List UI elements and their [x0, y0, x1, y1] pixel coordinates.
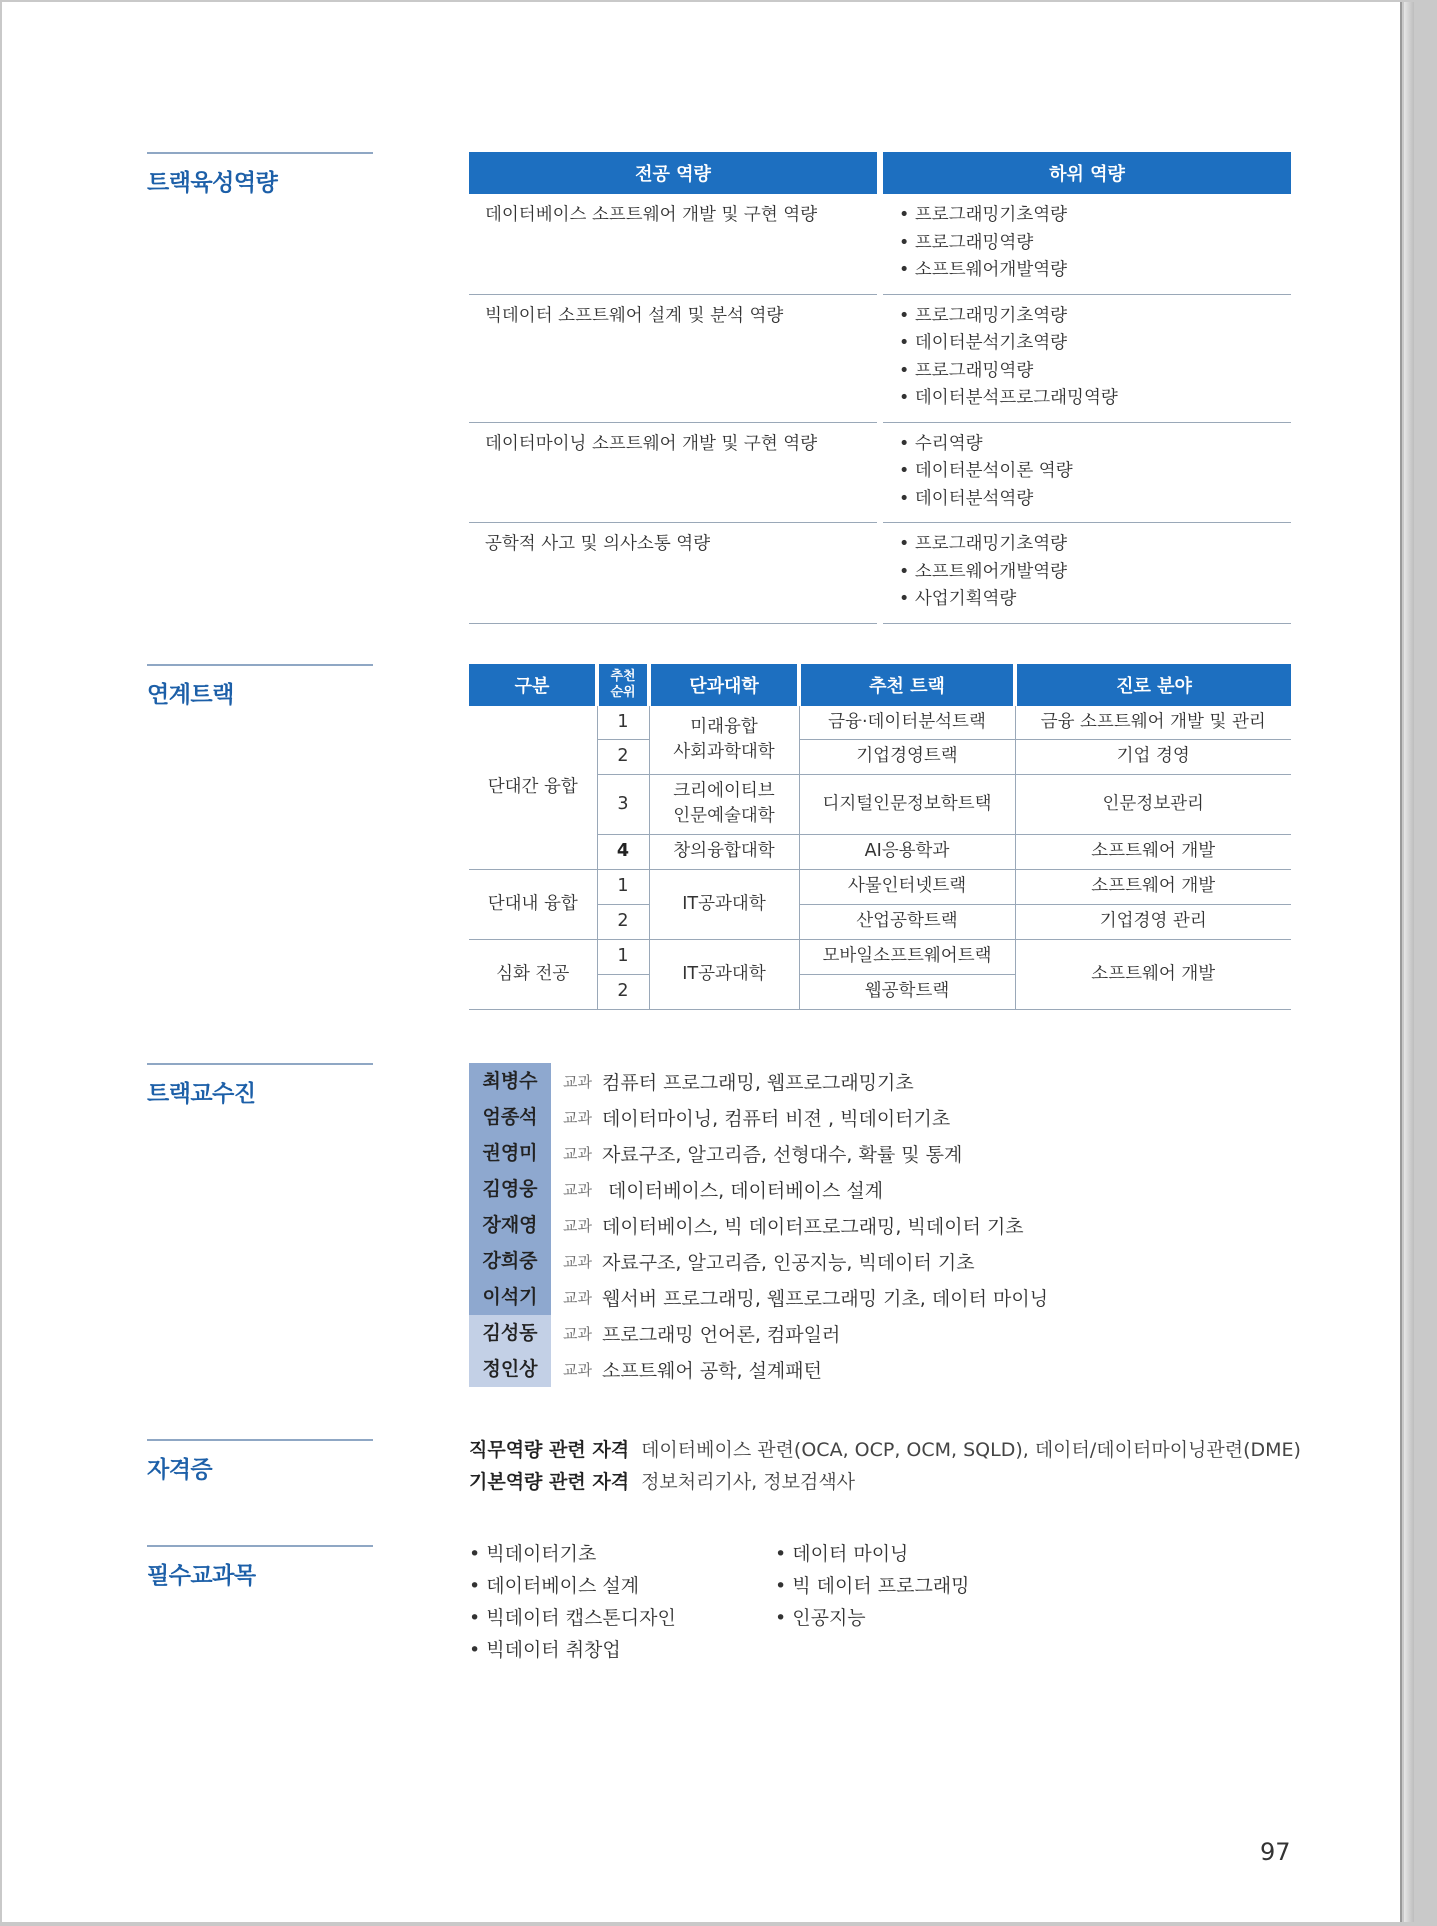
professor-title: 교과 [563, 1360, 592, 1379]
career-cell: 금융 소프트웨어 개발 및 관리 [1015, 706, 1291, 739]
professor-name: 김영웅 [469, 1171, 551, 1207]
list-item: • 사업기획역량 [899, 586, 1291, 614]
rank-cell: 1 [597, 706, 649, 739]
cert-value: 정보처리기사, 정보검색사 [641, 1471, 856, 1493]
list-item: • 데이터분석프로그래밍역량 [899, 385, 1291, 413]
college-cell: 창의융합대학 [649, 834, 799, 869]
track-cell: 금융·데이터분석트랙 [799, 706, 1015, 739]
career-cell: 소프트웨어 개발 [1015, 869, 1291, 904]
cert-value: 데이터베이스 관련(OCA, OCP, OCM, SQLD), 데이터/데이터마이닝관련(DME) [641, 1439, 1301, 1461]
list-item: • 소프트웨어개발역량 [899, 257, 1291, 285]
career-cell: 소프트웨어 개발 [1015, 834, 1291, 869]
professor-subjects: 자료구조, 알고리즘, 선형대수, 확률 및 통계 [601, 1143, 963, 1166]
cert-label: 기본역량 관련 자격 [469, 1471, 630, 1493]
header-sub-capability: 하위 역량 [883, 152, 1291, 194]
professor-title: 교과 [563, 1144, 592, 1163]
professor-subjects: 소프트웨어 공학, 설계패턴 [601, 1359, 822, 1382]
professor-subjects: 데이터베이스, 데이터베이스 설계 [601, 1179, 884, 1202]
career-cell: 기업 경영 [1015, 739, 1291, 774]
list-item [469, 1063, 1048, 1099]
section-heading-required-courses: 필수교과목 [147, 1545, 373, 1590]
list-item: • 데이터 마이닝 [775, 1538, 970, 1570]
rank-cell: 2 [597, 974, 649, 1009]
header-track: 추천 트랙 [799, 664, 1015, 706]
header-rank: 추천 순위 [597, 664, 649, 706]
table-row [469, 939, 1291, 974]
rank-cell: 1 [597, 869, 649, 904]
professor-subjects: 프로그래밍 언어론, 컴파일러 [601, 1323, 841, 1346]
professor-name: 최병수 [469, 1063, 551, 1099]
sub-capabilities [883, 422, 1291, 523]
rank-cell: 2 [597, 739, 649, 774]
list-item [469, 1315, 1048, 1351]
list-item: • 프로그래밍기초역량 [899, 531, 1291, 559]
track-cell: AI응용학과 [799, 834, 1015, 869]
track-cell: 웹공학트랙 [799, 974, 1015, 1009]
list-item: • 빅데이터 캡스톤디자인 [469, 1602, 676, 1634]
group-label: 단대간 융합 [469, 706, 597, 869]
list-item: • 빅데이터 취창업 [469, 1634, 676, 1666]
list-item: • 데이터분석기초역량 [899, 330, 1291, 358]
table-row [469, 706, 1291, 739]
list-item: • 데이터분석역량 [899, 486, 1291, 514]
list-item: • 프로그래밍역량 [899, 230, 1291, 258]
college-cell: IT공과대학 [649, 939, 799, 1009]
header-college: 단과대학 [649, 664, 799, 706]
professor-subjects: 웹서버 프로그래밍, 웹프로그래밍 기초, 데이터 마이닝 [601, 1287, 1049, 1310]
list-item: • 프로그래밍기초역량 [899, 303, 1291, 331]
list-item: • 프로그래밍기초역량 [899, 202, 1291, 230]
course-list-left [469, 1538, 676, 1666]
list-item [469, 1207, 1048, 1243]
professor-title: 교과 [563, 1288, 592, 1307]
professor-name: 정인상 [469, 1351, 551, 1387]
professor-title: 교과 [563, 1072, 592, 1091]
major-capability: 빅데이터 소프트웨어 설계 및 분석 역량 [469, 294, 877, 422]
professor-name: 이석기 [469, 1279, 551, 1315]
cert-row [469, 1466, 1301, 1498]
professor-title: 교과 [563, 1180, 592, 1199]
professor-title: 교과 [563, 1216, 592, 1235]
professor-name: 김성동 [469, 1315, 551, 1351]
faculty-list [469, 1063, 1048, 1387]
professor-title: 교과 [563, 1252, 592, 1271]
cert-label: 직무역량 관련 자격 [469, 1439, 630, 1461]
list-item [469, 1171, 1048, 1207]
table-row [469, 194, 1291, 294]
major-capability: 데이터마이닝 소프트웨어 개발 및 구현 역량 [469, 422, 877, 523]
rank-cell: 2 [597, 904, 649, 939]
page-number: 97 [1260, 1838, 1291, 1866]
track-cell: 사물인터넷트랙 [799, 869, 1015, 904]
list-item: • 프로그래밍역량 [899, 358, 1291, 386]
sub-capabilities [883, 294, 1291, 422]
professor-name: 권영미 [469, 1135, 551, 1171]
major-capability: 공학적 사고 및 의사소통 역량 [469, 523, 877, 624]
professor-name: 강희중 [469, 1243, 551, 1279]
section-heading-capability: 트랙육성역량 [147, 152, 373, 197]
professor-subjects: 데이터베이스, 빅 데이터프로그래밍, 빅데이터 기초 [601, 1215, 1024, 1238]
major-capability: 데이터베이스 소프트웨어 개발 및 구현 역량 [469, 194, 877, 294]
list-item: • 데이터분석이론 역량 [899, 458, 1291, 486]
certifications [469, 1434, 1301, 1498]
professor-name: 엄종석 [469, 1099, 551, 1135]
capability-table [469, 152, 1291, 624]
list-item [469, 1351, 1048, 1387]
list-item [469, 1243, 1048, 1279]
list-item [469, 1135, 1048, 1171]
list-item [469, 1279, 1048, 1315]
sub-capabilities [883, 194, 1291, 294]
course-list-right [775, 1538, 970, 1634]
professor-subjects: 자료구조, 알고리즘, 인공지능, 빅데이터 기초 [601, 1251, 975, 1274]
rank-cell: 3 [597, 774, 649, 834]
track-cell: 기업경영트랙 [799, 739, 1015, 774]
rank-cell: 1 [597, 939, 649, 974]
list-item [469, 1099, 1048, 1135]
track-cell: 모바일소프트웨어트랙 [799, 939, 1015, 974]
professor-subjects: 컴퓨터 프로그래밍, 웹프로그래밍기초 [601, 1071, 914, 1094]
list-item: • 소프트웨어개발역량 [899, 559, 1291, 587]
list-item: • 수리역량 [899, 431, 1291, 459]
table-row [469, 523, 1291, 624]
professor-name: 장재영 [469, 1207, 551, 1243]
section-heading-faculty: 트랙교수진 [147, 1063, 373, 1108]
section-heading-linked-track: 연계트랙 [147, 664, 373, 709]
professor-subjects: 데이터마이닝, 컴퓨터 비젼 , 빅데이터기초 [601, 1107, 951, 1130]
college-cell: 크리에이티브 인문예술대학 [649, 774, 799, 834]
table-row [469, 294, 1291, 422]
header-career: 진로 분야 [1015, 664, 1291, 706]
track-cell: 디지털인문정보학트택 [799, 774, 1015, 834]
list-item: • 인공지능 [775, 1602, 970, 1634]
sub-capabilities [883, 523, 1291, 624]
group-label: 심화 전공 [469, 939, 597, 1009]
career-cell: 인문정보관리 [1015, 774, 1291, 834]
cert-row [469, 1434, 1301, 1466]
professor-title: 교과 [563, 1108, 592, 1127]
group-label: 단대내 융합 [469, 869, 597, 939]
linked-track-table [469, 664, 1291, 1010]
rank-cell: 4 [597, 834, 649, 869]
header-category: 구분 [469, 664, 597, 706]
career-cell: 소프트웨어 개발 [1015, 939, 1291, 1009]
college-cell: IT공과대학 [649, 869, 799, 939]
list-item: • 데이터베이스 설계 [469, 1570, 676, 1602]
table-row [469, 422, 1291, 523]
track-cell: 산업공학트랙 [799, 904, 1015, 939]
college-cell: 미래융합 사회과학대학 [649, 706, 799, 774]
page-edge [1404, 2, 1414, 1922]
section-heading-certifications: 자격증 [147, 1439, 373, 1484]
header-major-capability: 전공 역량 [469, 152, 877, 194]
list-item: • 빅데이터기초 [469, 1538, 676, 1570]
table-row [469, 869, 1291, 904]
career-cell: 기업경영 관리 [1015, 904, 1291, 939]
professor-title: 교과 [563, 1324, 592, 1343]
list-item: • 빅 데이터 프로그래밍 [775, 1570, 970, 1602]
